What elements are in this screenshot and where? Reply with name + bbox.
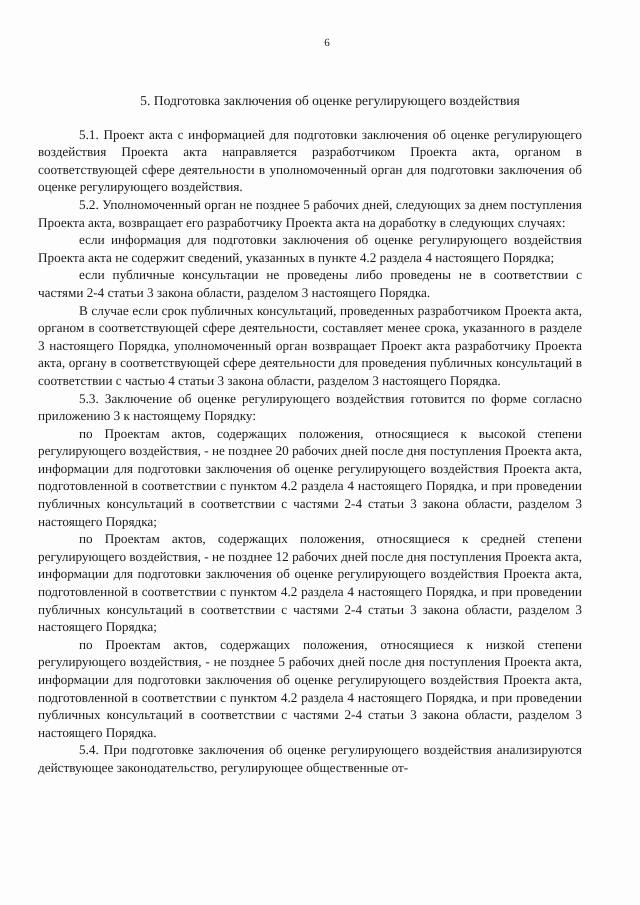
paragraph-short-term: В случае если срок публичных консультаций, проведенных разработчиком Проекта акта, органом в соответствующей сфере деятельности, составляет менее срока, указанного в разделе 3 настоящего Порядка, уполномоченный орган возвращает Проект акта разработчику Проекта акта, органу в соответствующей сфере деятельности для проведения публичных консультаций в соответствии с частью 4 статьи 3 закона области, разделом 3 настоящего Порядка.: [38, 302, 582, 388]
page-number: 6: [324, 37, 330, 49]
paragraph-5-3-medium: по Проектам актов, содержащих положения, относящиеся к средней степени регулирующего воздействия, - не позднее 12 рабочих дней после дня поступления Проекта акта, информации для подготовки заключения об оценке регулирующего воздействия Проекта акта, подготовленной в соответствии с пунктом 4.2 раздела 4 настоящего Порядка, и при проведении публичных консультаций в соответствии с частями 2-4 статьи 3 закона области, разделом 3 настоящего Порядка;: [38, 531, 582, 635]
paragraph-5-2: 5.2. Уполномоченный орган не позднее 5 рабочих дней, следующих за днем поступления Проекта акта, возвращает его разработчику Проекта акта на доработку в следующих случаях:: [38, 196, 582, 230]
paragraph-5-1: 5.1. Проект акта с информацией для подготовки заключения об оценке регулирующего воздействия Проекта акта направляется разработчиком Проекта акта, органом в соответствующей сфере деятельности в уполномоченный орган для подготовки заключения об оценке регулирующего воздействия.: [38, 126, 582, 195]
paragraph-5-3: 5.3. Заключение об оценке регулирующего воздействия готовится по форме согласно приложению 3 к настоящему Порядку:: [38, 390, 582, 424]
paragraph-5-2-case-consultations: если публичные консультации не проведены либо проведены не в соответствии с частями 2-4 статьи 3 закона области, разделом 3 настоящего Порядка.: [38, 267, 582, 300]
paragraph-5-3-high: по Проектам актов, содержащих положения, относящиеся к высокой степени регулирующего воздействия, - не позднее 20 рабочих дней после дня поступления Проекта акта, информации для подготовки заключения об оценке регулирующего воздействия Проекта акта, подготовленной в соответствии с пунктом 4.2 раздела 4 настоящего Порядка, и при проведении публичных консультаций в соответствии с частями 2-4 статьи 3 закона области, разделом 3 настоящего Порядка;: [38, 425, 582, 529]
paragraph-5-2-case-info: если информация для подготовки заключения об оценке регулирующего воздействия Проекта акта не содержит сведений, указанных в пункте 4.2 раздела 4 настоящего Порядка;: [38, 232, 582, 265]
paragraph-5-4: 5.4. При подготовке заключения об оценке регулирующего воздействия анализируются действующее законодательство, регулирующее общественные от-: [38, 742, 582, 775]
body-text: [38, 126, 582, 777]
section-title: 5. Подготовка заключения об оценке регулирующего воздействия: [140, 93, 520, 108]
paragraph-5-3-low: по Проектам актов, содержащих положения, относящиеся к низкой степени регулирующего воздействия, - не позднее 5 рабочих дней после дня поступления Проекта акта, информации для подготовки заключения об оценке регулирующего воздействия Проекта акта, подготовленной в соответствии с пунктом 4.2 раздела 4 настоящего Порядка, и при проведении публичных консультаций в соответствии с частями 2-4 статьи 3 закона области, разделом 3 настоящего Порядка.: [38, 636, 582, 740]
